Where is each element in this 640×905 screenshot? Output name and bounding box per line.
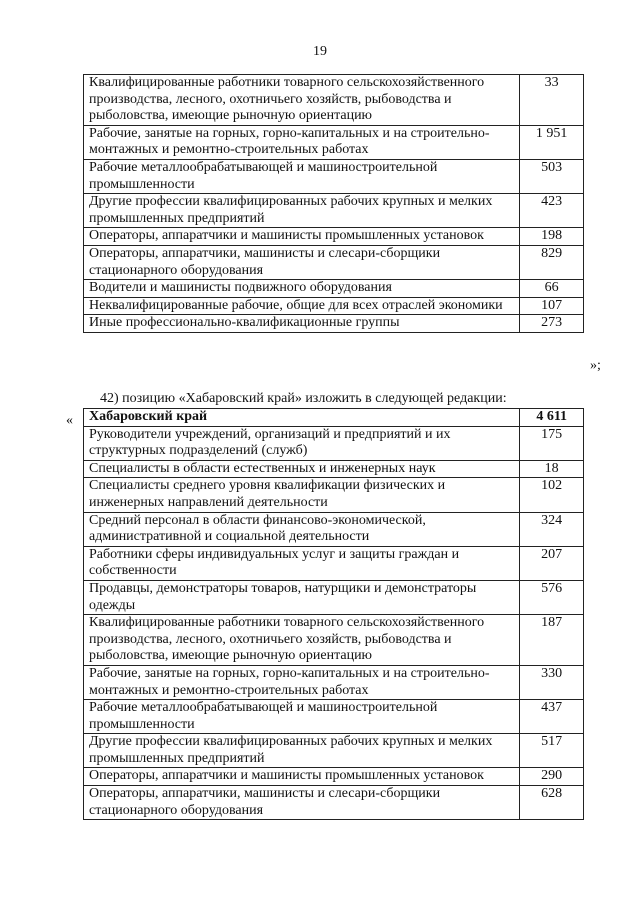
occupation-group-label: Рабочие металлообрабатывающей и машиностроительной промышленности bbox=[84, 700, 520, 734]
table-row bbox=[84, 478, 584, 512]
table-row bbox=[84, 786, 584, 820]
region-total: 4 611 bbox=[520, 409, 584, 427]
occupation-group-label: Другие профессии квалифицированных рабочих крупных и мелких промышленных предприятий bbox=[84, 734, 520, 768]
occupation-group-value: 503 bbox=[520, 159, 584, 193]
table-row bbox=[84, 245, 584, 279]
table-header-row bbox=[84, 409, 584, 427]
table-row bbox=[84, 315, 584, 333]
occupation-group-label: Операторы, аппаратчики, машинисты и слесари-сборщики стационарного оборудования bbox=[84, 786, 520, 820]
occupation-group-label: Специалисты в области естественных и инженерных наук bbox=[84, 460, 520, 478]
table-row bbox=[84, 228, 584, 246]
table-row bbox=[84, 75, 584, 126]
occupation-group-value: 423 bbox=[520, 194, 584, 228]
table-row bbox=[84, 512, 584, 546]
occupation-group-value: 175 bbox=[520, 426, 584, 460]
occupation-group-value: 829 bbox=[520, 245, 584, 279]
occupation-group-label: Операторы, аппаратчики и машинисты промышленных установок bbox=[84, 228, 520, 246]
occupation-group-label: Водители и машинисты подвижного оборудования bbox=[84, 280, 520, 298]
occupation-group-value: 290 bbox=[520, 768, 584, 786]
occupation-group-value: 207 bbox=[520, 546, 584, 580]
occupation-group-label: Руководители учреждений, организаций и предприятий и их структурных подразделений (служб) bbox=[84, 426, 520, 460]
occupation-group-label: Рабочие, занятые на горных, горно-капитальных и на строительно-монтажных и ремонтно-строительных работах bbox=[84, 665, 520, 699]
table-row bbox=[84, 665, 584, 699]
page-number: 19 bbox=[313, 44, 327, 59]
table-row bbox=[84, 125, 584, 159]
closing-quote-mark: »; bbox=[590, 358, 601, 373]
occupation-group-value: 273 bbox=[520, 315, 584, 333]
table-row bbox=[84, 768, 584, 786]
table-row bbox=[84, 194, 584, 228]
occupation-group-value: 107 bbox=[520, 297, 584, 315]
table-row bbox=[84, 700, 584, 734]
occupation-group-value: 628 bbox=[520, 786, 584, 820]
region-name: Хабаровский край bbox=[84, 409, 520, 427]
occupation-group-label: Средний персонал в области финансово-экономической, административной и социальной деятельности bbox=[84, 512, 520, 546]
occupation-group-value: 33 bbox=[520, 75, 584, 126]
occupation-group-label: Рабочие, занятые на горных, горно-капитальных и на строительно-монтажных и ремонтно-строительных работах bbox=[84, 125, 520, 159]
occupation-group-value: 198 bbox=[520, 228, 584, 246]
occupation-group-value: 187 bbox=[520, 615, 584, 666]
table-row bbox=[84, 159, 584, 193]
table-row bbox=[84, 580, 584, 614]
occupation-group-value: 330 bbox=[520, 665, 584, 699]
occupation-group-label: Неквалифицированные рабочие, общие для всех отраслей экономики bbox=[84, 297, 520, 315]
occupation-group-value: 66 bbox=[520, 280, 584, 298]
occupation-group-value: 324 bbox=[520, 512, 584, 546]
table-row bbox=[84, 615, 584, 666]
occupation-group-label: Квалифицированные работники товарного сельскохозяйственного производства, лесного, охотничьего хозяйств, рыбоводства и рыболовства, имеющие рыночную ориентацию bbox=[84, 75, 520, 126]
table-row bbox=[84, 297, 584, 315]
occupation-group-value: 437 bbox=[520, 700, 584, 734]
table-row bbox=[84, 734, 584, 768]
table-row bbox=[84, 546, 584, 580]
table-row bbox=[84, 280, 584, 298]
amendment-intro-text: 42) позицию «Хабаровский край» изложить в следующей редакции: bbox=[100, 391, 507, 406]
table-occupations-previous bbox=[83, 74, 584, 333]
occupation-group-label: Иные профессионально-квалификационные группы bbox=[84, 315, 520, 333]
table-row bbox=[84, 426, 584, 460]
occupation-group-label: Работники сферы индивидуальных услуг и защиты граждан и собственности bbox=[84, 546, 520, 580]
occupation-group-label: Операторы, аппаратчики, машинисты и слесари-сборщики стационарного оборудования bbox=[84, 245, 520, 279]
occupation-group-label: Продавцы, демонстраторы товаров, натурщики и демонстраторы одежды bbox=[84, 580, 520, 614]
occupation-group-value: 517 bbox=[520, 734, 584, 768]
occupation-group-label: Другие профессии квалифицированных рабочих крупных и мелких промышленных предприятий bbox=[84, 194, 520, 228]
opening-quote-mark: « bbox=[66, 413, 73, 428]
occupation-group-label: Рабочие металлообрабатывающей и машиностроительной промышленности bbox=[84, 159, 520, 193]
occupation-group-label: Квалифицированные работники товарного сельскохозяйственного производства, лесного, охотничьего хозяйств, рыбоводства и рыболовства, имеющие рыночную ориентацию bbox=[84, 615, 520, 666]
occupation-group-label: Операторы, аппаратчики и машинисты промышленных установок bbox=[84, 768, 520, 786]
table-row bbox=[84, 460, 584, 478]
occupation-group-value: 102 bbox=[520, 478, 584, 512]
table-khabarovsk-krai bbox=[83, 408, 584, 820]
occupation-group-value: 576 bbox=[520, 580, 584, 614]
occupation-group-value: 18 bbox=[520, 460, 584, 478]
occupation-group-value: 1 951 bbox=[520, 125, 584, 159]
occupation-group-label: Специалисты среднего уровня квалификации физических и инженерных направлений деятельности bbox=[84, 478, 520, 512]
